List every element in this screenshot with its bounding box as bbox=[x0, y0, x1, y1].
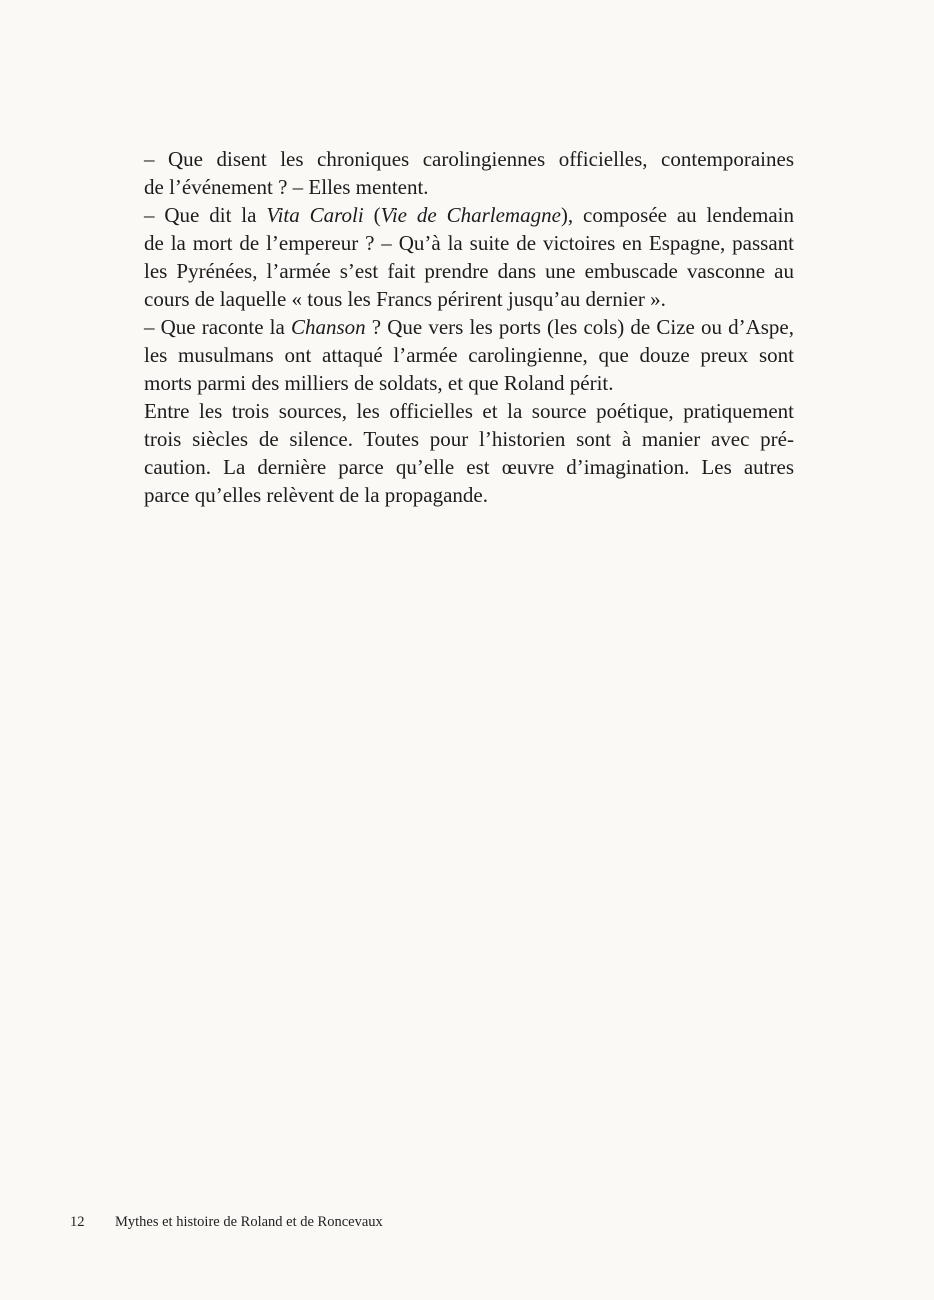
text-run: ( bbox=[363, 203, 381, 227]
body-text bbox=[144, 145, 794, 509]
text-line bbox=[144, 397, 794, 425]
running-title: Mythes et histoire de Roland et de Roncevaux bbox=[115, 1214, 383, 1230]
italic-title-chanson: Chanson bbox=[290, 315, 366, 339]
text-line bbox=[144, 285, 794, 313]
text-line bbox=[144, 201, 794, 229]
italic-title-vie-de-charlemagne: Vie de Charlemagne bbox=[380, 203, 561, 227]
text-line bbox=[144, 257, 794, 285]
text-run: les musulmans ont attaqué l’armée carolingienne, que douze preux sont bbox=[144, 343, 794, 367]
text-line bbox=[144, 341, 794, 369]
text-run: cours de laquelle « tous les Francs périrent jusqu’au dernier ». bbox=[144, 287, 666, 311]
text-line bbox=[144, 369, 794, 397]
text-run: morts parmi des milliers de soldats, et que Roland périt. bbox=[144, 371, 614, 395]
text-line bbox=[144, 145, 794, 173]
text-run: – Que disent les chroniques carolingiennes officielles, contemporaines bbox=[144, 147, 794, 171]
text-run: de l’événement ? – Elles mentent. bbox=[144, 175, 429, 199]
text-run: – Que dit la bbox=[144, 203, 267, 227]
text-run: les Pyrénées, l’armée s’est fait prendre dans une embuscade vasconne au bbox=[144, 259, 794, 283]
text-run: parce qu’elles relèvent de la propagande. bbox=[144, 483, 488, 507]
text-run: de la mort de l’empereur ? – Qu’à la suite de victoires en Espagne, passant bbox=[144, 231, 794, 255]
page-number: 12 bbox=[70, 1214, 85, 1230]
text-line bbox=[144, 313, 794, 341]
text-line bbox=[144, 453, 794, 481]
text-line bbox=[144, 229, 794, 257]
italic-title-vita-caroli: Vita Caroli bbox=[266, 203, 364, 227]
text-line bbox=[144, 425, 794, 453]
text-line bbox=[144, 481, 794, 509]
text-run: ? Que vers les ports (les cols) de Cize ou d’Aspe, bbox=[365, 315, 795, 339]
text-run: Entre les trois sources, les officielles et la source poétique, pratiquement bbox=[144, 399, 794, 423]
text-run: trois siècles de silence. Toutes pour l’historien sont à manier avec pré- bbox=[144, 427, 794, 451]
text-run: caution. La dernière parce qu’elle est œuvre d’imagination. Les autres bbox=[144, 455, 794, 479]
text-run: ), composée au lendemain bbox=[560, 203, 795, 227]
text-line bbox=[144, 173, 794, 201]
page-footer bbox=[70, 1212, 383, 1232]
text-run: – Que raconte la bbox=[144, 315, 291, 339]
